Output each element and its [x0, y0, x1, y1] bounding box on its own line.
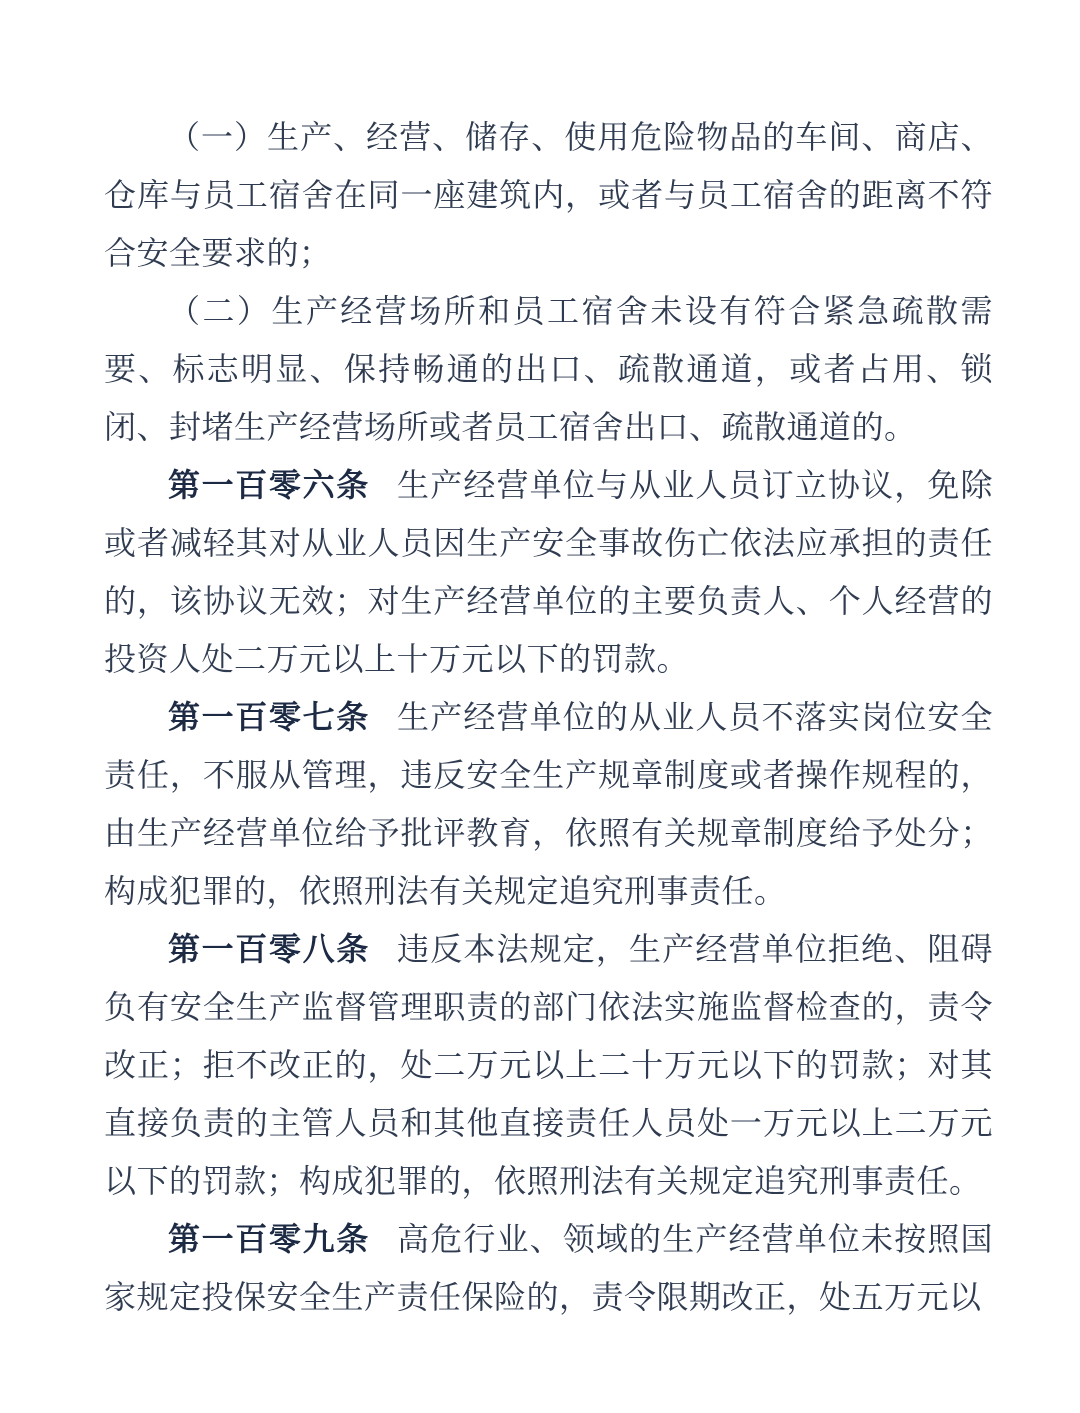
paragraph	[104, 688, 993, 920]
paragraph-text: 生产经营单位与从业人员订立协议，免除或者减轻其对从业人员因生产安全事故伤亡依法应承担的责任的，该协议无效；对生产经营单位的主要负责人、个人经营的投资人处二万元以上十万元以下的罚款。	[104, 467, 993, 677]
paragraph	[104, 1210, 993, 1326]
paragraph-text: 生产经营单位的从业人员不落实岗位安全责任，不服从管理，违反安全生产规章制度或者操作规程的，由生产经营单位给予批评教育，依照有关规章制度给予处分；构成犯罪的，依照刑法有关规定追究刑事责任。	[104, 699, 993, 909]
paragraph-text: 违反本法规定，生产经营单位拒绝、阻碍负有安全生产监督管理职责的部门依法实施监督检查的，责令改正；拒不改正的，处二万元以上二十万元以下的罚款；对其直接负责的主管人员和其他直接责任人员处一万元以上二万元以下的罚款；构成犯罪的，依照刑法有关规定追究刑事责任。	[104, 931, 993, 1199]
article-number-label: 第一百零六条	[168, 467, 370, 503]
paragraph-text: 高危行业、领域的生产经营单位未按照国家规定投保安全生产责任保险的，责令限期改正，处五万元以	[104, 1221, 993, 1315]
paragraph	[104, 282, 993, 456]
paragraph	[104, 456, 993, 688]
article-number-label: 第一百零七条	[168, 699, 370, 735]
paragraph-text: （一）生产、经营、储存、使用危险物品的车间、商店、仓库与员工宿舍在同一座建筑内，或者与员工宿舍的距离不符合安全要求的；	[104, 119, 993, 271]
paragraph	[104, 920, 993, 1210]
paragraph-text: （二）生产经营场所和员工宿舍未设有符合紧急疏散需要、标志明显、保持畅通的出口、疏散通道，或者占用、锁闭、封堵生产经营场所或者员工宿舍出口、疏散通道的。	[104, 293, 993, 445]
article-number-label: 第一百零八条	[168, 931, 370, 967]
paragraph	[104, 108, 993, 282]
document-text-block	[104, 108, 993, 1326]
article-number-label: 第一百零九条	[168, 1221, 370, 1257]
